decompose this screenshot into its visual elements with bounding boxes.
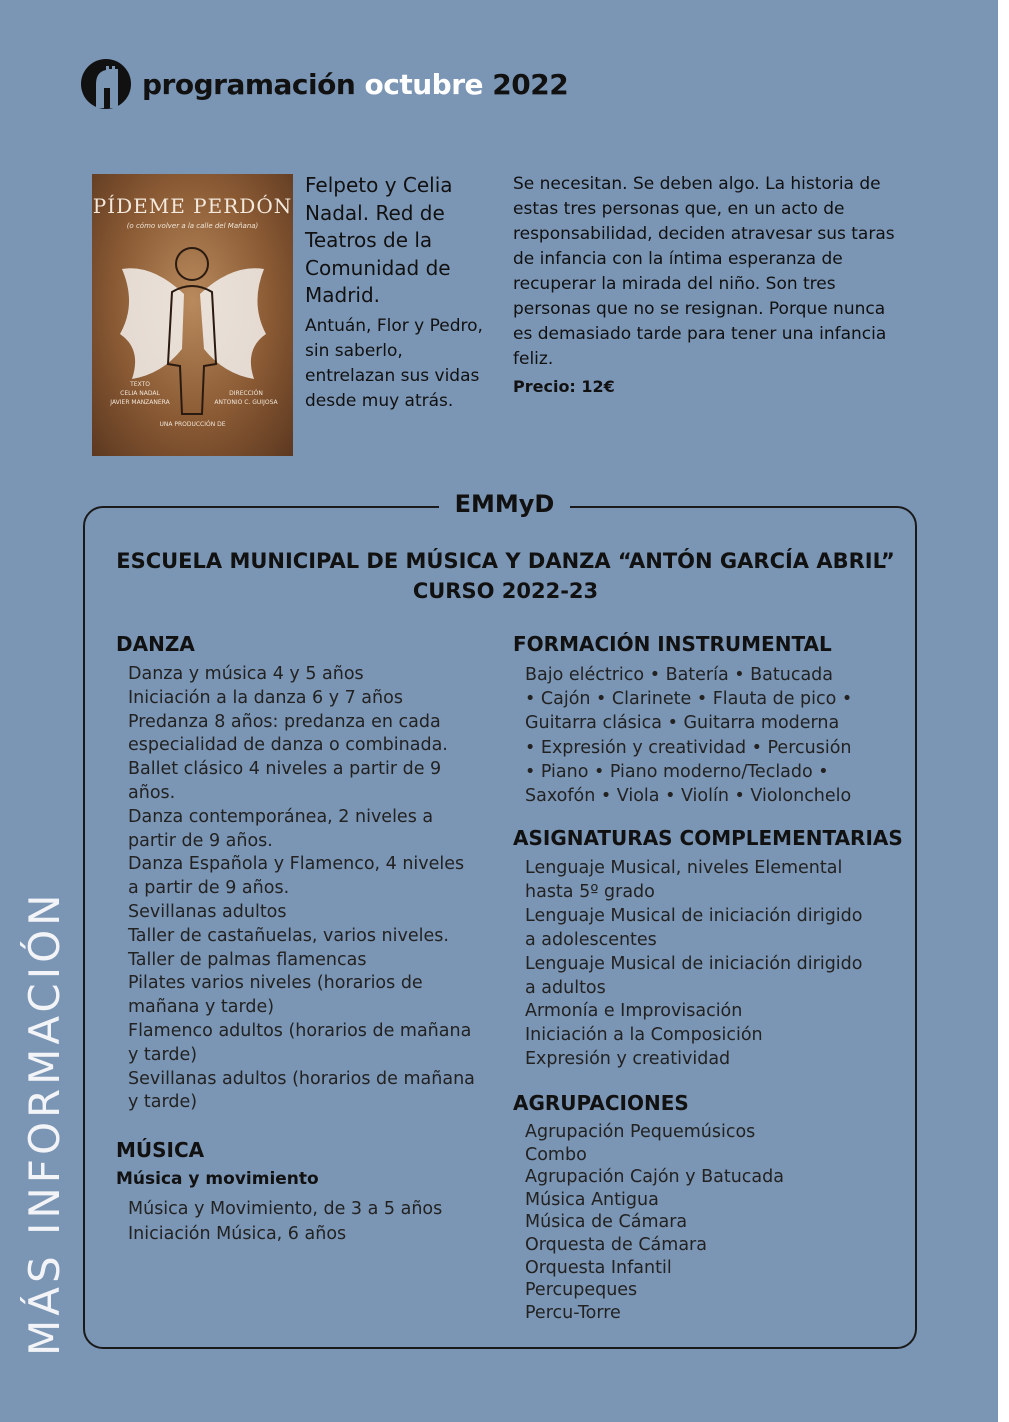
list-item: Agrupación Cajón y Batucada (525, 1167, 784, 1188)
list-item: Bajo eléctrico • Batería • Batucada (525, 665, 834, 685)
list-item: • Piano • Piano moderno/Teclado • (525, 761, 829, 782)
list-item: Lenguaje Musical de iniciación dirigido (525, 905, 863, 926)
list-item: Guitarra clásica • Guitarra moderna (525, 713, 840, 734)
list-item: Iniciación a la danza 6 y 7 años (128, 687, 403, 708)
danza-list (128, 663, 498, 1115)
list-item: mañana y tarde) (128, 997, 275, 1018)
instrumental-list (525, 663, 905, 808)
page-title: programación octubre 2022 (142, 67, 569, 101)
list-item: Lenguaje Musical, niveles Elemental (525, 858, 843, 878)
list-item: Flamenco adultos (horarios de mañana (128, 1020, 472, 1041)
emmyd-label: EMMyD (0, 490, 1009, 518)
list-item: Música y Movimiento, de 3 a 5 años (128, 1199, 443, 1219)
list-item: Taller de castañuelas, varios niveles. (128, 925, 449, 946)
agrupaciones-heading: AGRUPACIONES (513, 1091, 689, 1115)
list-item: Orquesta Infantil (525, 1257, 672, 1278)
musica-subheading: Música y movimiento (116, 1169, 319, 1189)
list-item: Música Antigua (525, 1189, 659, 1210)
list-item: especialidad de danza o combinada. (128, 735, 448, 756)
page-edge-strip (998, 0, 1009, 1422)
poster-credit-text: TEXTO CELIA NADAL JAVIER MANZANERA (110, 381, 170, 406)
event-poster-image (92, 174, 293, 456)
danza-heading: DANZA (116, 632, 195, 656)
poster-title: PÍDEME PERDÓN (92, 194, 293, 218)
poster-production-text: UNA PRODUCCIÓN DE (159, 421, 226, 428)
list-item: • Expresión y creatividad • Percusión (525, 737, 852, 758)
instrumental-heading: FORMACIÓN INSTRUMENTAL (513, 632, 832, 656)
list-item: Pilates varios niveles (horarios de (128, 973, 423, 994)
list-item: y tarde) (128, 1044, 198, 1065)
event-company: Felpeto y Celia Nadal. Red de Teatros de la Comunidad de Madrid. (305, 173, 453, 307)
tower-logo-icon (80, 58, 132, 110)
list-item: y tarde) (128, 1092, 198, 1113)
complementarias-heading: ASIGNATURAS COMPLEMENTARIAS (513, 826, 903, 850)
poster-direction-text: DIRECCIÓN ANTONIO C. GUIJOSA (214, 390, 278, 406)
poster-subtitle: (o cómo volver a la calle del Mañana) (126, 222, 259, 230)
list-item: Armonía e Improvisación (525, 1001, 743, 1022)
list-item: Expresión y creatividad (525, 1049, 731, 1070)
complementarias-list (525, 857, 905, 1072)
list-item: Lenguaje Musical de iniciación dirigido (525, 953, 863, 974)
list-item: Percu-Torre (525, 1302, 621, 1323)
musica-list (128, 1197, 498, 1247)
list-item: Danza contemporánea, 2 niveles a (128, 806, 434, 827)
agrupaciones-list (525, 1121, 905, 1324)
list-item: Percupeques (525, 1280, 638, 1301)
school-title: ESCUELA MUNICIPAL DE MÚSICA Y DANZA “ANTÓN GARCÍA ABRIL” CURSO 2022-23 (116, 549, 895, 603)
list-item: Agrupación Pequemúsicos (525, 1122, 756, 1142)
list-item: Iniciación a la Composición (525, 1025, 763, 1046)
list-item: a adultos (525, 977, 606, 998)
event-price: Precio: 12€ (513, 377, 615, 396)
side-label: MÁS INFORMACIÓN (20, 890, 69, 1356)
list-item: hasta 5º grado (525, 881, 655, 902)
page-header (80, 58, 568, 110)
list-item: partir de 9 años. (128, 830, 273, 851)
list-item: Combo (525, 1144, 587, 1165)
list-item: Sevillanas adultos (horarios de mañana (128, 1068, 475, 1089)
list-item: Taller de palmas flamencas (128, 949, 367, 970)
list-item: Danza Española y Flamenco, 4 niveles (128, 854, 465, 875)
list-item: Música de Cámara (525, 1212, 688, 1233)
list-item: • Cajón • Clarinete • Flauta de pico • (525, 689, 853, 710)
list-item: Orquesta de Cámara (525, 1234, 707, 1255)
list-item: Sevillanas adultos (128, 901, 287, 922)
list-item: Predanza 8 años: predanza en cada (128, 711, 441, 732)
list-item: Saxofón • Viola • Violín • Violonchelo (525, 786, 852, 807)
list-item: Ballet clásico 4 niveles a partir de 9 (128, 759, 442, 780)
list-item: a adolescentes (525, 929, 657, 950)
list-item: Danza y música 4 y 5 años (128, 664, 364, 684)
list-item: años. (128, 782, 176, 803)
list-item: Iniciación Música, 6 años (128, 1224, 347, 1244)
event-description: Antuán, Flor y Pedro, sin saberlo, entrelazan sus vidas desde muy atrás. (305, 316, 483, 411)
musica-heading: MÚSICA (116, 1138, 205, 1162)
list-item: a partir de 9 años. (128, 878, 290, 899)
event-synopsis: Se necesitan. Se deben algo. La historia de estas tres personas que, en un acto de responsabilidad, deciden atravesar sus taras de infancia con la íntima esperanza de recuperar la mirada del niño. Son tres personas que no se resignan. Porque nunca es demasiado tarde para tener una infancia feliz. (513, 174, 895, 369)
